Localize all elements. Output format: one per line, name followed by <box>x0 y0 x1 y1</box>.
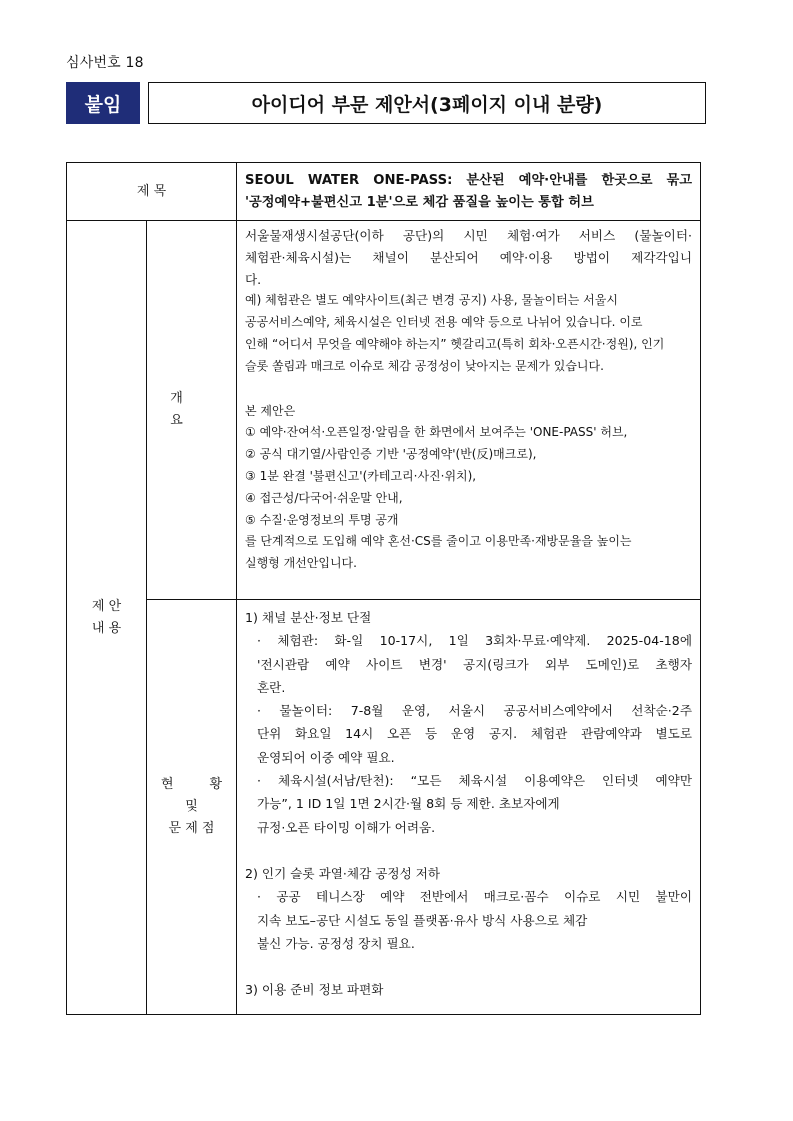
status-label-line-2: 및 <box>185 799 198 814</box>
document-header <box>66 82 706 124</box>
status-content <box>237 600 701 1015</box>
overview-line: ① 예약·잔여석·오픈일정·알림을 한 화면에서 보여주는 'ONE-PASS' 허브, <box>245 425 628 440</box>
overview-line: 공공서비스예약, 체육시설은 인터넷 전용 예약 등으로 나뉘어 있습니다. 이로 <box>245 315 643 330</box>
status-line: '전시관람 예약 사이트 변경' 공지(링크가 외부 도메인)로 초행자 <box>257 656 692 672</box>
status-line: 단위 화요일 14시 오픈 등 운영 공지. 체험관 관람예약과 별도로 <box>257 726 692 742</box>
overview-blank-line <box>245 378 692 401</box>
document-title: 아이디어 부문 제안서(3페이지 이내 분량) <box>148 82 706 124</box>
overview-line: 실행형 개선안입니다. <box>245 556 357 571</box>
overview-line: 슬롯 쏠림과 매크로 이슈로 체감 공정성이 낮아지는 문제가 있습니다. <box>245 358 604 373</box>
overview-line: 인해 “어디서 무엇을 예약해야 하는지” 헷갈리고(특히 회차·오픈시간·정원), 인기 <box>245 336 665 351</box>
proposal-label-line-1: 제 안 <box>91 598 122 614</box>
status-line: · 공공 테니스장 예약 전반에서 매크로·꼼수 이슈로 시민 불만이 <box>257 889 692 905</box>
overview-line: 를 단계적으로 도입해 예약 혼선·CS를 줄이고 이용만족·재방문율을 높이는 <box>245 534 632 549</box>
overview-content <box>237 221 701 600</box>
overview-line: 다. <box>245 271 262 287</box>
status-line: · 체육시설(서남/탄천): “모든 체육시설 이용예약은 인터넷 예약만 <box>257 773 692 789</box>
status-heading-3: 3) 이용 준비 정보 파편화 <box>245 982 384 998</box>
status-blank-line <box>245 955 692 978</box>
overview-line: 예) 체험관은 별도 예약사이트(최근 변경 공지) 사용, 물놀이터는 서울시 <box>245 293 618 308</box>
overview-line: ⑤ 수질·운영정보의 투명 공개 <box>245 512 399 527</box>
overview-line: ③ 1분 완결 '불편신고'(카테고리·사진·위치), <box>245 468 477 483</box>
status-line: · 물놀이터: 7-8월 운영, 서울시 공공서비스예약에서 선착순·2주 <box>257 703 692 719</box>
status-line: 규정·오픈 타이밍 이해가 어려움. <box>257 819 436 835</box>
status-line: · 체험관: 화-일 10-17시, 1일 3회차·무료·예약제. 2025-04-18에 <box>257 633 692 649</box>
overview-label: 개 요 <box>170 391 213 428</box>
status-label-line-1: 현 황 <box>161 777 222 792</box>
proposal-table <box>66 162 701 1015</box>
status-label-cell <box>147 600 237 1015</box>
status-line: 가능”, 1 ID 1일 1면 2시간·월 8회 등 제한. 초보자에게 <box>257 796 560 812</box>
status-heading-1: 1) 채널 분산·정보 단절 <box>245 610 372 625</box>
subject-row <box>67 163 701 221</box>
status-line: 불신 가능. 공정성 장치 필요. <box>257 935 415 951</box>
overview-line: 본 제안은 <box>245 403 296 418</box>
subject-label-cell <box>67 163 237 221</box>
status-blank-line <box>245 839 692 862</box>
subject-line-2: '공정예약+불편신고 1분'으로 체감 품질을 높이는 통합 허브 <box>245 194 594 210</box>
overview-line: ② 공식 대기열/사람인증 기반 '공정예약'(반(反)매크로), <box>245 447 537 462</box>
status-label-line-3: 문 제 점 <box>168 821 215 836</box>
status-row <box>67 600 701 1015</box>
overview-line: ④ 접근성/다국어·쉬운말 안내, <box>245 490 403 505</box>
subject-line-1: SEOUL WATER ONE-PASS: 분산된 예약·안내를 한곳으로 묶고 <box>245 172 692 188</box>
proposal-label-line-2: 내 용 <box>91 620 122 636</box>
status-heading-2: 2) 인기 슬롯 과열·체감 공정성 저하 <box>245 865 441 881</box>
overview-line: 체험관·체육시설)는 채널이 분산되어 예약·이용 방법이 제각각입니 <box>245 249 692 265</box>
overview-line: 서울물재생시설공단(이하 공단)의 시민 체험·여가 서비스 (물놀이터· <box>245 228 692 243</box>
status-line: 혼란. <box>257 679 286 695</box>
exam-number: 심사번호 18 <box>66 55 144 71</box>
subject-cell <box>237 163 701 221</box>
attachment-badge: 붙임 <box>66 82 140 124</box>
subject-label: 제 목 <box>136 183 167 199</box>
overview-row <box>67 221 701 600</box>
proposal-content-label-cell <box>67 221 147 1015</box>
overview-label-cell <box>147 221 237 600</box>
status-line: 지속 보도–공단 시설도 동일 플랫폼·유사 방식 사용으로 체감 <box>257 912 588 928</box>
status-line: 운영되어 이중 예약 필요. <box>257 749 395 765</box>
